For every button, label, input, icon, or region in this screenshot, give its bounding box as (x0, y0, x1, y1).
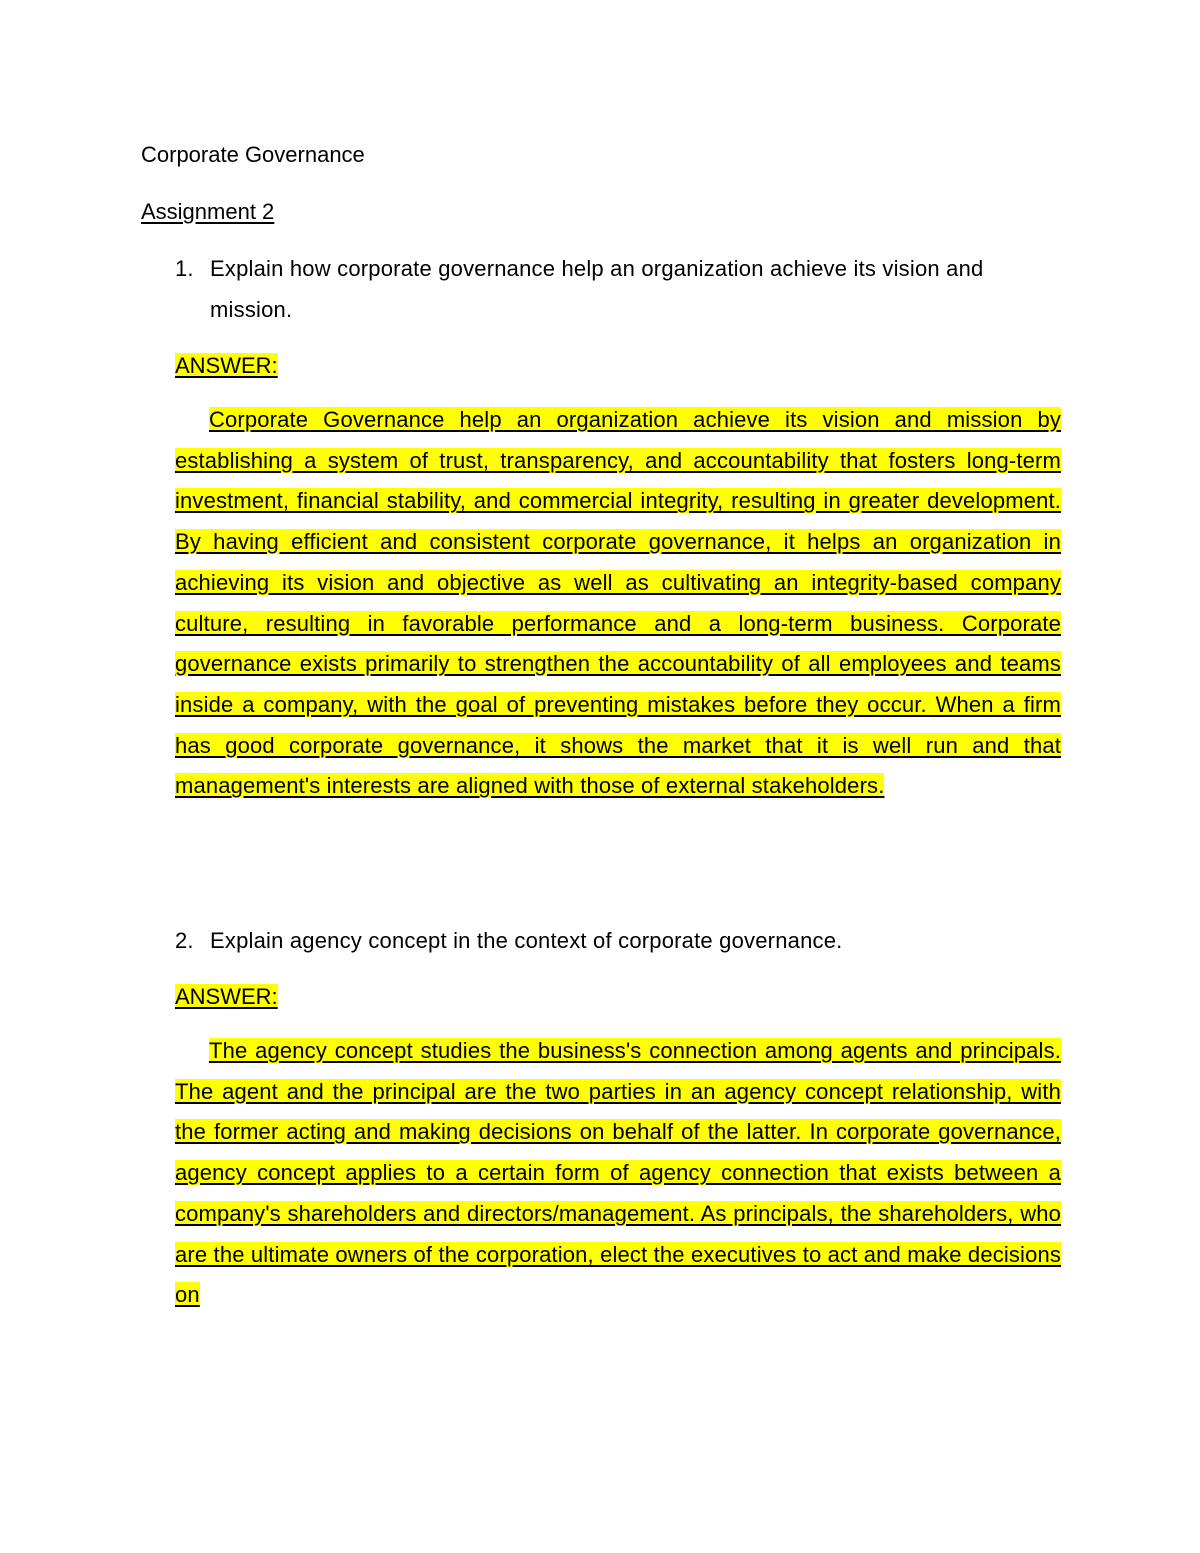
question-text: Explain agency concept in the context of corporate governance. (210, 928, 843, 953)
answer-label-1 (175, 351, 278, 381)
question-text: Explain how corporate governance help an organization achieve its vision and mission. (210, 256, 984, 322)
answer-label-text: ANSWER: (175, 984, 278, 1009)
answer-label-2 (175, 982, 278, 1012)
assignment-heading: Assignment 2 (141, 199, 275, 224)
document-title: Corporate Governance (141, 142, 365, 167)
question-2 (175, 920, 1055, 961)
question-1 (175, 248, 1055, 330)
answer-body-1 (175, 400, 1061, 807)
question-number: 1. (175, 256, 194, 281)
answer-text: Corporate Governance help an organization achieve its vision and mission by establishing a system of trust, transparency, and accountability that fosters long-term investment, financial stability, and commercial integrity, resulting in greater development. By having efficient and consistent corporate governance, it helps an organization in achieving its vision and objective as well as cultivating an integrity-based company culture, resulting in favorable performance and a long-term business. Corporate governance exists primarily to strengthen the accountability of all employees and teams inside a company, with the goal of preventing mistakes before they occur. When a firm has good corporate governance, it shows the market that it is well run and that management's interests are aligned with those of external stakeholders. (175, 407, 1061, 799)
answer-text: The agency concept studies the business's connection among agents and principals. The agent and the principal are the two parties in an agency concept relationship, with the former acting and making decisions on behalf of the latter. In corporate governance, agency concept applies to a certain form of agency connection that exists between a company's shareholders and directors/management. As principals, the shareholders, who are the ultimate owners of the corporation, elect the executives to act and make decisions on (175, 1038, 1061, 1308)
answer-body-2 (175, 1031, 1061, 1316)
answer-label-text: ANSWER: (175, 353, 278, 378)
question-number: 2. (175, 928, 194, 953)
